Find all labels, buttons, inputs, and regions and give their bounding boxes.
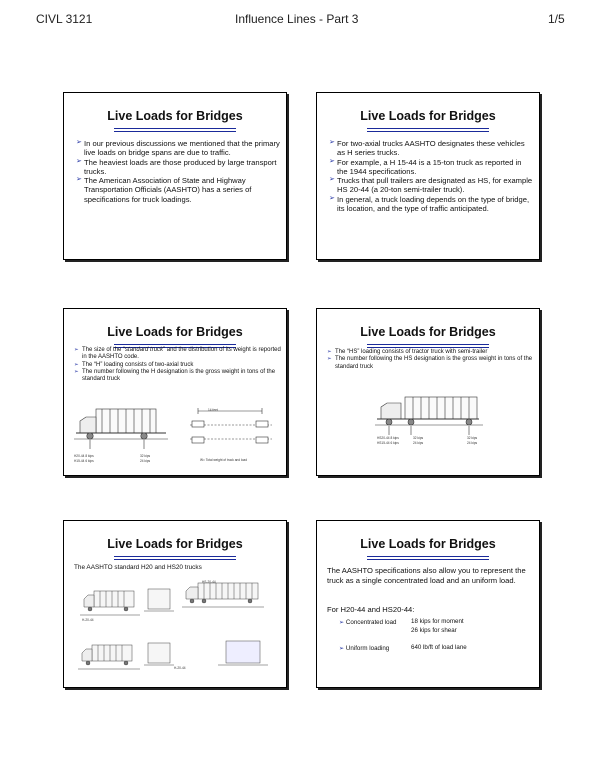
slide-3: [64, 309, 286, 475]
bullet-list: [74, 347, 282, 384]
course-code: CIVL 3121: [36, 12, 93, 26]
h-truck-figure: [72, 405, 278, 467]
load-label: H20-44 8 kips: [74, 454, 94, 458]
bullet-text: The size of the “: [82, 347, 126, 353]
load-label: HS15-44 6 kips: [377, 441, 399, 445]
load-item-value: 640 lb/ft of load lane: [411, 644, 467, 651]
bullet-item: ➢ The heaviest loads are those produced by large transport trucks.: [76, 158, 282, 177]
title-rule: [114, 128, 236, 129]
bullet-list: [76, 139, 282, 204]
slide-title: Live Loads for Bridges: [360, 537, 496, 551]
slide-title: Live Loads for Bridges: [360, 109, 496, 123]
document-topic: Influence Lines - Part 3: [235, 12, 359, 26]
load-item-value: 26 kips for shear: [411, 627, 457, 634]
slide-6: [317, 521, 539, 687]
load-label: HS20-44 8 kips: [377, 436, 399, 440]
slide-title: Live Loads for Bridges: [107, 109, 243, 123]
bullet-item: ➢ The “HS” loading consists of tractor truck with semi-trailer: [327, 349, 535, 356]
bullet-item: ➢ In general, a truck loading depends on the type of bridge, its location, and the type of traffic anticipated.: [329, 195, 533, 214]
bullet-text: ” and the distribution of its weight is reported in the AASHTO code.: [82, 347, 281, 361]
bullet-item: ➢ For example, a H 15-44 is a 15-ton truck as reported in the 1944 specifications.: [329, 158, 533, 177]
bullet-item: ➢ The American Association of State and Highway Transportation Officials (AASHTO) has a series of specifications for truck loadings.: [76, 176, 282, 204]
truck-label: H-20-44: [82, 618, 94, 622]
slide-intro: The AASHTO standard H20 and HS20 trucks: [74, 564, 202, 571]
load-item-label: ➢ Uniform loading: [339, 645, 389, 653]
slide-2: [317, 93, 539, 259]
slide-title: Live Loads for Bridges: [107, 537, 243, 551]
load-label: H15-44 6 kips: [74, 459, 94, 463]
title-rule: [114, 131, 236, 132]
figure-caption: W= Total weight of truck and load: [200, 458, 247, 462]
load-label: 32 kips: [467, 436, 478, 440]
bullet-item: ➢ In our previous discussions we mentioned that the primary live loads on bridge spans are due to traffic.: [76, 139, 282, 158]
bullet-item: ➢ The number following the H designation is the gross weight in tons of the standard truck: [74, 369, 282, 384]
title-rule: [367, 556, 489, 557]
bullet-list: [327, 349, 535, 371]
title-rule: [114, 559, 236, 560]
dimension-label: 14 feet: [208, 408, 218, 412]
slide-4: [317, 309, 539, 475]
title-rule: [367, 131, 489, 132]
bullet-item: ➢ Trucks that pull trailers are designated as HS, for example HS 20-44 (a 20-ton semi-trailer truck).: [329, 176, 533, 195]
page-number: 1/5: [548, 12, 565, 26]
bullet-list: [329, 139, 533, 213]
slide-title: Live Loads for Bridges: [107, 325, 243, 339]
load-label: 24 kips: [140, 459, 151, 463]
load-item-label: ➢ Concentrated load: [339, 619, 396, 627]
bullet-item: ➢ For two-axial trucks AASHTO designates these vehicles as H series trucks.: [329, 139, 533, 158]
slide-subhead: For H20-44 and HS20-44:: [327, 605, 415, 614]
truck-label: H-20-44: [174, 666, 186, 670]
load-item-value: 18 kips for moment: [411, 618, 464, 625]
truck-label: HS-20-44: [202, 580, 216, 584]
slide-5: [64, 521, 286, 687]
title-rule: [367, 347, 489, 348]
title-rule: [367, 559, 489, 560]
bullet-item: [74, 347, 282, 362]
load-label: 32 kips: [413, 436, 424, 440]
title-rule: [114, 344, 236, 345]
bullet-item: ➢ The number following the HS designation is the gross weight in tons of the standard truck: [327, 356, 535, 371]
bullet-emphasis: standard truck: [125, 347, 164, 353]
slide-intro: The AASHTO specifications also allow you to represent the truck as a single concentrated load and an uniform load.: [327, 566, 526, 586]
load-label: 24 kips: [413, 441, 424, 445]
slide-title: Live Loads for Bridges: [360, 325, 496, 339]
slide-1: [64, 93, 286, 259]
title-rule: [367, 128, 489, 129]
bullet-item: ➢ The “H” loading consists of two-axial truck: [74, 362, 282, 369]
title-rule: [114, 556, 236, 557]
load-label: 24 kips: [467, 441, 478, 445]
load-label: 32 kips: [140, 454, 151, 458]
title-rule: [367, 344, 489, 345]
